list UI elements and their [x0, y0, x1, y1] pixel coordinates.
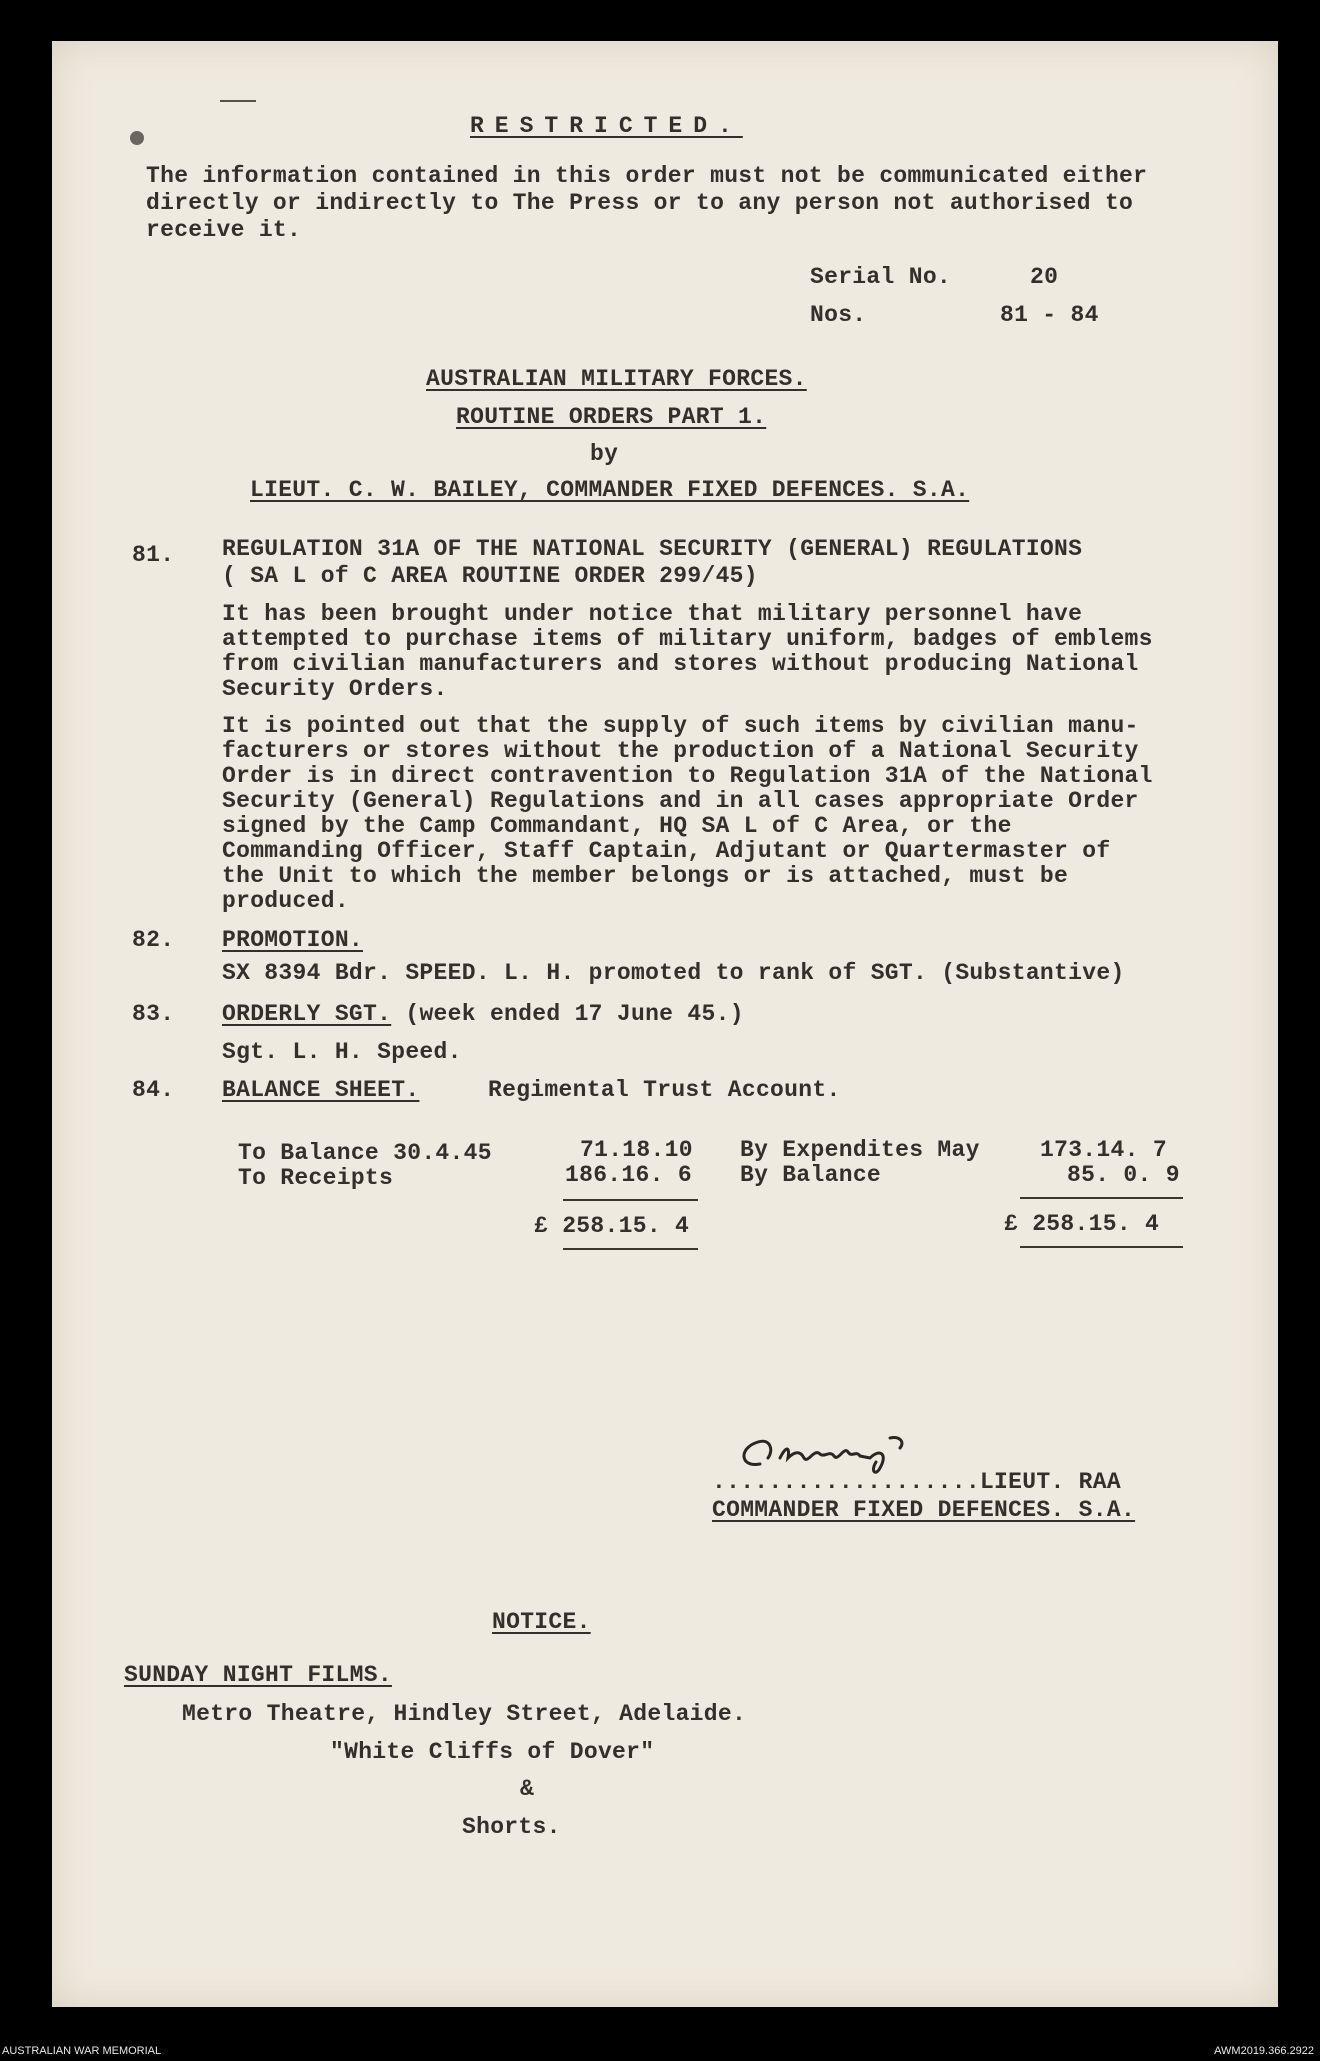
item-84-number: 84. — [132, 1077, 175, 1103]
balance-right-amount-2: 85. 0. 9 — [1067, 1162, 1180, 1188]
notice-subheading: SUNDAY NIGHT FILMS. — [124, 1662, 392, 1688]
item-81-para2-line-3: Order is in direct contravention to Regulation 31A of the National — [222, 763, 1153, 789]
item-83-number: 83. — [132, 1001, 175, 1027]
item-81-heading-1: REGULATION 31A OF THE NATIONAL SECURITY (GENERAL) REGULATIONS — [222, 536, 1083, 562]
balance-left-rule-top — [563, 1199, 698, 1201]
balance-left-amount-2: 186.16. 6 — [565, 1162, 692, 1188]
item-84-heading: BALANCE SHEET. — [222, 1077, 420, 1103]
item-81-heading-2: ( SA L of C AREA ROUTINE ORDER 299/45) — [222, 563, 758, 589]
item-82-text: SX 8394 Bdr. SPEED. L. H. promoted to rank of SGT. (Substantive) — [222, 960, 1125, 986]
item-82-heading: PROMOTION. — [222, 927, 364, 953]
balance-left-amount-1: 71.18.10 — [580, 1137, 693, 1163]
notice-line-1: Metro Theatre, Hindley Street, Adelaide. — [182, 1701, 747, 1727]
nos-label: Nos. — [810, 302, 867, 328]
item-83-heading: ORDERLY SGT. — [222, 1001, 392, 1027]
signature-dots-line: ...................LIEUT. RAA — [712, 1469, 1121, 1495]
item-81-para2-line-8: produced. — [222, 888, 349, 914]
item-83-heading-rest: (week ended 17 June 45.) — [391, 1001, 744, 1027]
item-83-heading-line — [222, 1001, 744, 1028]
pencil-mark — [220, 100, 256, 102]
serial-label: Serial No. — [810, 264, 952, 290]
item-83-text: Sgt. L. H. Speed. — [222, 1039, 462, 1065]
punch-hole — [130, 131, 144, 145]
balance-left-label-2: To Receipts — [238, 1165, 394, 1191]
warning-line-1: The information contained in this order must not be communicated either — [146, 163, 1148, 189]
balance-right-total: £ 258.15. 4 — [1004, 1211, 1160, 1237]
item-81-para2-line-4: Security (General) Regulations and in all cases appropriate Order — [222, 788, 1139, 814]
balance-right-label-1: By Expendites May — [740, 1137, 980, 1163]
title-line-1: AUSTRALIAN MILITARY FORCES. — [426, 366, 807, 392]
item-84-heading-rest: Regimental Trust Account. — [488, 1077, 841, 1103]
balance-right-rule-bottom — [1020, 1246, 1183, 1248]
balance-left-label-1: To Balance 30.4.45 — [238, 1140, 492, 1166]
item-81-para2-line-2: facturers or stores without the production of a National Security — [222, 738, 1139, 764]
item-81-para2-line-1: It is pointed out that the supply of such items by civilian manu- — [222, 713, 1139, 739]
balance-right-amount-1: 173.14. 7 — [1040, 1137, 1167, 1163]
footer-accession: AWM2019.366.2922 — [1214, 2045, 1314, 2057]
serial-value: 20 — [1030, 264, 1059, 290]
item-82-number: 82. — [132, 927, 175, 953]
balance-left-total: £ 258.15. 4 — [534, 1213, 690, 1239]
balance-left-rule-bottom — [563, 1248, 698, 1250]
item-81-para1-line-3: from civilian manufacturers and stores without producing National — [222, 651, 1139, 677]
warning-line-3: receive it. — [146, 217, 302, 243]
title-line-3: LIEUT. C. W. BAILEY, COMMANDER FIXED DEFENCES. S.A. — [250, 477, 970, 503]
title-line-2: ROUTINE ORDERS PART 1. — [456, 404, 767, 430]
signature-title: COMMANDER FIXED DEFENCES. S.A. — [712, 1497, 1136, 1523]
item-81-number: 81. — [132, 542, 175, 568]
item-81-para1-line-4: Security Orders. — [222, 676, 448, 702]
warning-line-2: directly or indirectly to The Press or to any person not authorised to — [146, 190, 1134, 216]
item-81-para2-line-5: signed by the Camp Commandant, HQ SA L of C Area, or the — [222, 813, 1012, 839]
balance-right-rule-top — [1020, 1197, 1183, 1199]
item-81-para1-line-2: attempted to purchase items of military uniform, badges of emblems — [222, 626, 1153, 652]
balance-right-label-2: By Balance — [740, 1162, 882, 1188]
notice-heading: NOTICE. — [492, 1609, 591, 1635]
item-81-para2-line-6: Commanding Officer, Staff Captain, Adjutant or Quartermaster of — [222, 838, 1111, 864]
item-81-para1-line-1: It has been brought under notice that military personnel have — [222, 601, 1083, 627]
notice-line-2: "White Cliffs of Dover" — [330, 1739, 655, 1765]
restricted-heading: RESTRICTED. — [470, 113, 743, 139]
notice-line-3: & — [520, 1776, 535, 1802]
nos-value: 81 - 84 — [1000, 302, 1099, 328]
notice-line-4: Shorts. — [462, 1814, 561, 1840]
footer-institution: AUSTRALIAN WAR MEMORIAL — [2, 2045, 162, 2057]
title-by: by — [590, 441, 619, 467]
item-81-para2-line-7: the Unit to which the member belongs or is attached, must be — [222, 863, 1069, 889]
